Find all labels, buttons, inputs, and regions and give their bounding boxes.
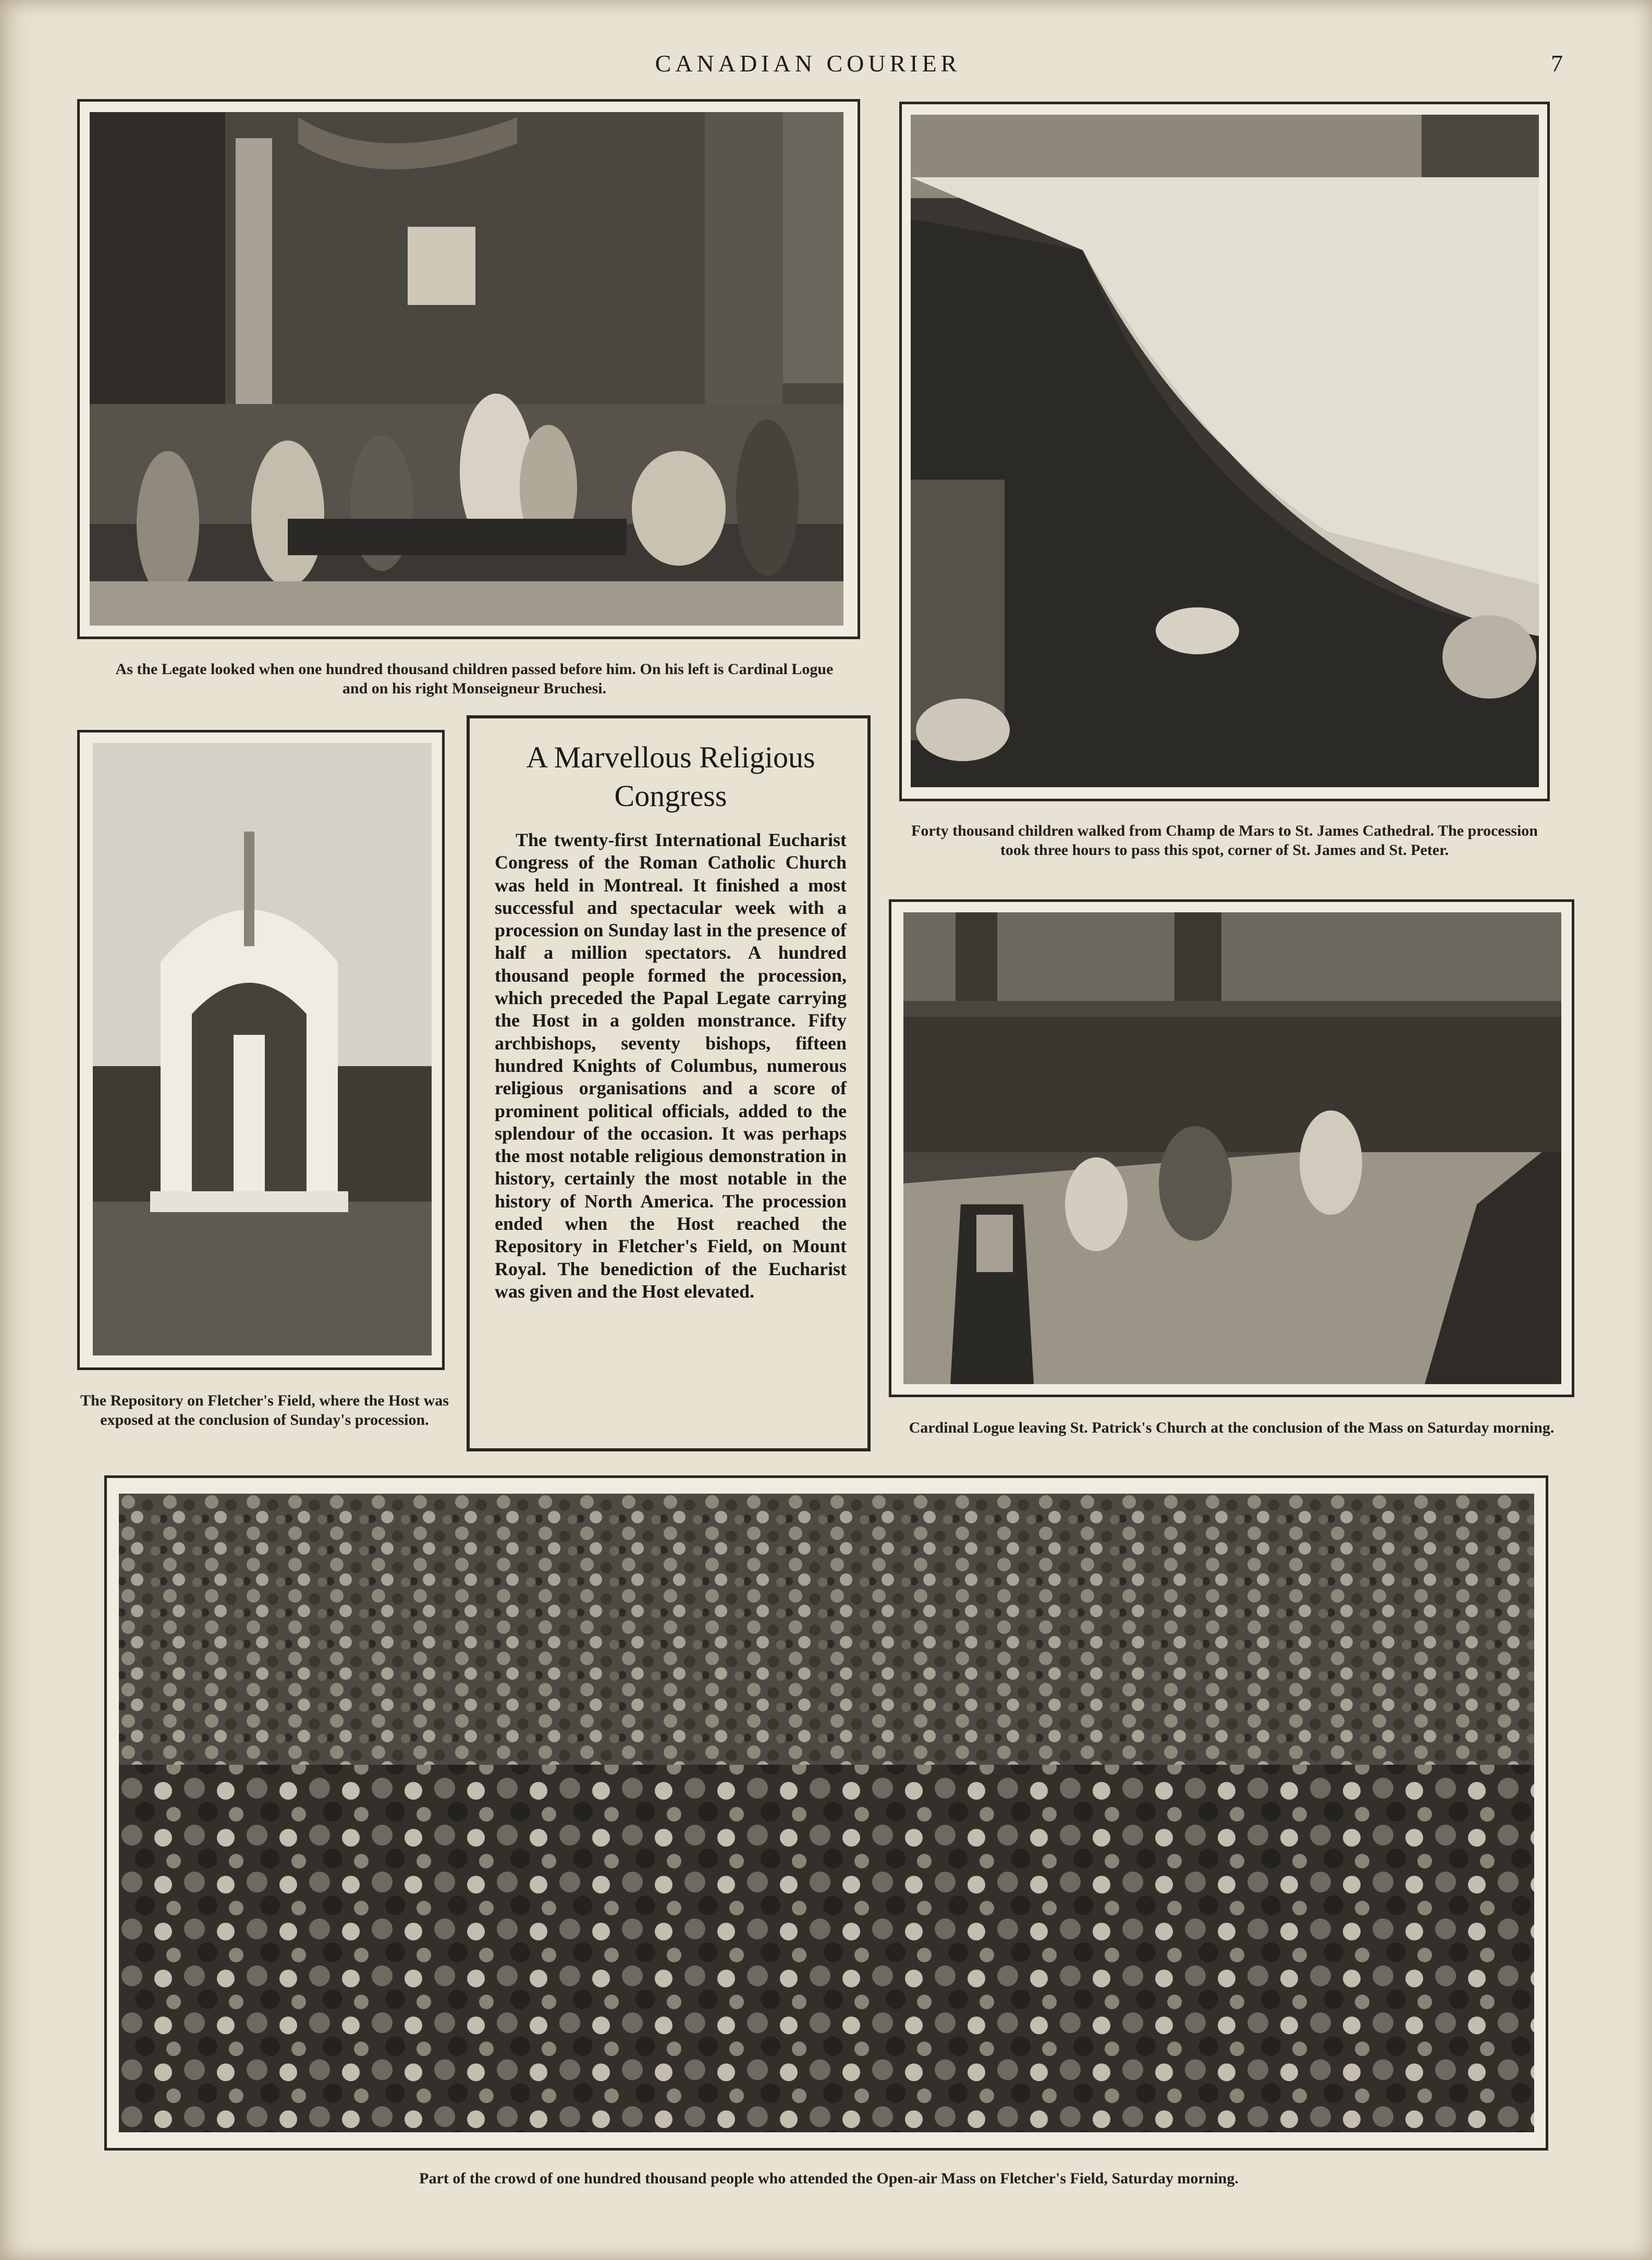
- legate-photo: [90, 112, 843, 626]
- page-number: 7: [1551, 50, 1563, 77]
- legate-caption: As the Legate looked when one hundred thousand children passed before him. On his left is Cardinal Logue and on his right Monseigneur Bruchesi.: [115, 661, 834, 697]
- crowd-photo: [119, 1494, 1534, 2132]
- crowd-caption: Part of the crowd of one hundred thousand people who attended the Open-air Mass on Fletcher's Field, Saturday morning.: [419, 2170, 1239, 2187]
- repository-caption: The Repository on Fletcher's Field, where the Host was exposed at the conclusion of Sunday's procession.: [80, 1392, 449, 1428]
- article-title: A Marvellous Religious Congress: [526, 740, 815, 813]
- children-photo: [911, 115, 1539, 787]
- cardinal-photo: [903, 912, 1561, 1384]
- publication-header: CANADIAN COURIER: [655, 50, 961, 77]
- repository-photo: [93, 743, 432, 1355]
- article-box: [467, 715, 871, 1451]
- article-body: The twenty-first International Eucharist Congress of the Roman Catholic Church was held in Montreal. It finished a most successful and spectacular week with a procession on Sunday last in the presence of half a million spectators. A hundred thousand people formed the procession, which preceded the Papal Legate carrying the Host in a golden monstrance. Fifty archbishops, seventy bishops, fifteen hundred Knights of Columbus, numerous religious organisations and a score of prominent political officials, added to the splendour of the occasion. It was perhaps the most notable religious demonstration in history, certainly the most notable in the history of North America. The procession ended when the Host reached the Repository in Fletcher's Field, on Mount Royal. The benediction of the Eucharist was given and the Host elevated.: [495, 829, 847, 1302]
- children-caption: Forty thousand children walked from Champ de Mars to St. James Cathedral. The procession took three hours to pass this spot, corner of St. James and St. Peter.: [911, 822, 1538, 859]
- cardinal-caption: Cardinal Logue leaving St. Patrick's Church at the conclusion of the Mass on Saturday morning.: [909, 1419, 1555, 1436]
